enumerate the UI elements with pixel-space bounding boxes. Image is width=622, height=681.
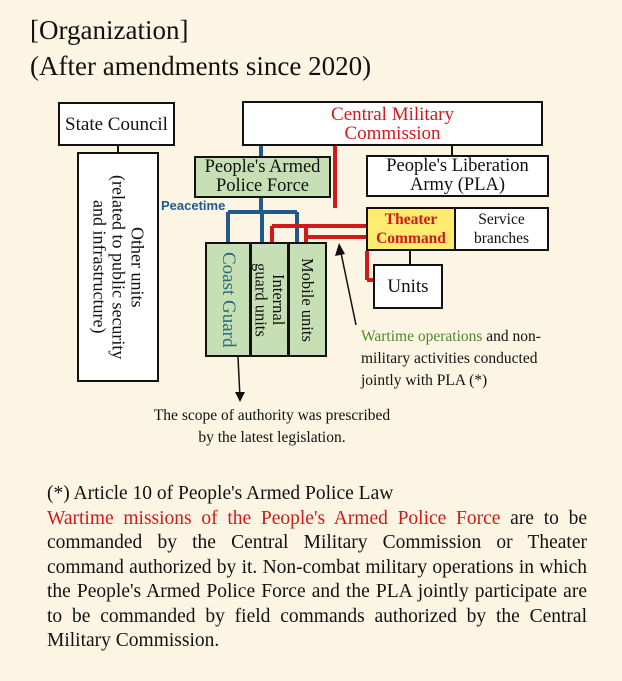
pla-label-line2: Army (PLA) [409, 175, 506, 195]
note-heading: (*) Article 10 of People's Armed Police Law [47, 483, 394, 504]
other-units-line1: Other units [127, 226, 148, 308]
mobile-units-box [288, 242, 327, 357]
article-note [47, 482, 587, 654]
units-label: Units [387, 276, 429, 297]
note-highlight: Wartime missions of the People's Armed Police Force [47, 507, 501, 529]
other-units-box [77, 152, 159, 382]
theater-label-line1: Theater [384, 211, 438, 228]
pla-box [366, 155, 549, 197]
arrow-scope-line [238, 357, 240, 398]
other-units-line3: and infrastructure) [89, 200, 110, 334]
internal-guard-box [250, 242, 289, 357]
internal-label-line1: Internal [268, 273, 288, 326]
pap-label-line1: People's Armed [204, 157, 321, 177]
state-council-label: State Council [65, 113, 168, 135]
scope-line2: by the latest legislation. [198, 429, 346, 446]
wartime-line2: military activities conducted [361, 350, 538, 367]
other-units-line2: (related to public security [108, 174, 129, 360]
peacetime-label: Peacetime [161, 198, 226, 213]
cmc-label-line2: Commission [344, 122, 441, 144]
note-body: are to be commanded by the Central Military Commission or Theater command authorized by it. Non-combat military operations in which the People's Armed Police Force and the PLA jointly participate are to be commanded by field commands authorized by the Central Military Commission. [47, 507, 587, 651]
scope-line1: The scope of authority was prescribed [153, 407, 391, 424]
service-branches-box [454, 207, 549, 251]
units-box [373, 264, 443, 309]
service-label-line2: branches [473, 230, 530, 247]
state-council-box [58, 102, 175, 146]
page-subtitle: (After amendments since 2020) [30, 51, 372, 81]
arrow-scope-head [235, 392, 245, 402]
page-title: [Organization] [30, 15, 189, 45]
cmc-box [242, 101, 543, 146]
wartime-annotation [361, 326, 541, 392]
pap-box [194, 156, 331, 198]
pap-label-line2: Police Force [216, 176, 309, 196]
scope-annotation [127, 405, 417, 449]
internal-label-line2: guard units [251, 262, 271, 337]
wartime-line3: jointly with PLA (*) [361, 372, 488, 389]
cmc-label-line1: Central Military [331, 103, 454, 125]
arrow-wartime-line [340, 248, 356, 325]
coast-guard-label: Coast Guard [217, 251, 239, 348]
pla-label-line1: People's Liberation [386, 156, 529, 176]
arrow-wartime-head [335, 243, 345, 256]
wartime-highlight: Wartime operations [361, 328, 483, 345]
wartime-line1-rest: and non- [482, 328, 541, 345]
coast-guard-box [205, 242, 251, 357]
theater-label-line2: Command [376, 230, 446, 247]
mobile-units-label: Mobile units [298, 257, 318, 342]
theater-command-box [366, 207, 456, 251]
service-label-line1: Service [478, 211, 525, 228]
